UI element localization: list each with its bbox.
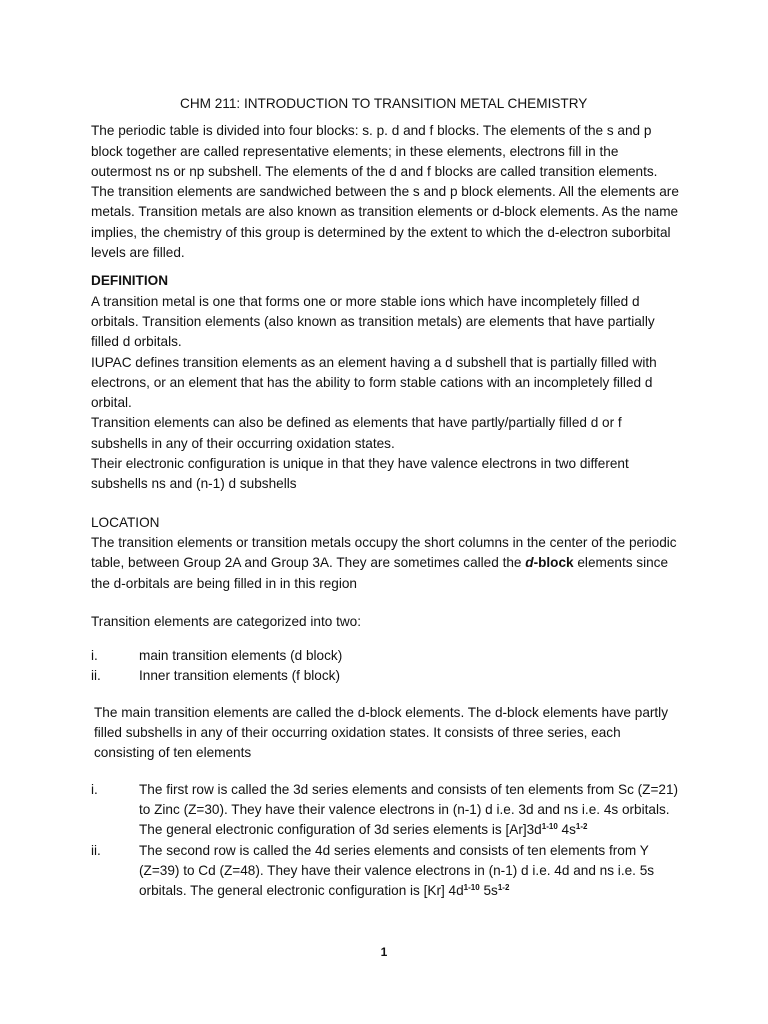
definition-paragraph-2: IUPAC defines transition elements as an element having a d subshell that is partially filled with electrons, or an element that has the ability to form stable cations with an incompletely filled d orbital.	[91, 354, 657, 411]
location-paragraph: The transition elements or transition metals occupy the short columns in the center of the periodic table, between Group 2A and Group 3A. They are sometimes called the d-block elements since the d-orbitals are being filled in in this region	[91, 534, 677, 591]
page-number: 1	[380, 945, 388, 959]
list-item-text: The first row is called the 3d series elements and consists of ten elements from Sc (Z=21) to Zinc (Z=30). They have their valence electrons in (n-1) d i.e. 3d and ns i.e. 4s orbitals. The general electronic configuration of 3d series elements is $[Ar]3d^{1-10}$ $4s^{1-2}$	[139, 781, 679, 838]
list-item	[91, 780, 681, 841]
d-block-emphasis: d	[525, 555, 534, 571]
document-title: CHM 211: INTRODUCTION TO TRANSITION METAL CHEMISTRY	[180, 96, 588, 111]
definition-heading: DEFINITION	[91, 273, 169, 289]
definition-paragraph-4: Their electronic configuration is unique in that they have valence electrons in two different subshells ns and (n-1) d subshells	[91, 456, 629, 492]
list-item-number: ii.	[91, 668, 101, 684]
list-item	[91, 666, 681, 686]
definition-paragraph-1: A transition metal is one that forms one or more stable ions which have incompletely filled d orbitals. Transition elements (also known as transition metals) are elements that have partially filled d orbitals.	[91, 293, 655, 350]
list-item-text: main transition elements (d block)	[139, 648, 343, 664]
categories-intro: Transition elements are categorized into two:	[91, 613, 361, 629]
categories-list	[91, 646, 681, 687]
list-item-text: Inner transition elements (f block)	[139, 668, 340, 684]
document-page	[91, 94, 681, 901]
definition-paragraph-3: Transition elements can also be defined as elements that have partly/partially filled d or f subshells in any of their occurring oxidation states.	[91, 415, 622, 451]
location-section	[91, 513, 681, 594]
list-item	[91, 646, 681, 666]
location-heading: LOCATION	[91, 514, 160, 530]
series-list	[91, 780, 681, 902]
list-item-number: i.	[91, 781, 98, 797]
list-item-number: ii.	[91, 842, 101, 858]
list-item	[91, 841, 681, 902]
list-item-text: The second row is called the 4d series elements and consists of ten elements from Y (Z=39) to Cd (Z=48). They have their valence electrons in (n-1) d i.e. 4d and ns i.e. 5s orbitals. The general electronic configuration is [Kr] $4d^{1-10}$ $5s^{1-2}$	[139, 842, 655, 899]
main-transition-paragraph: The main transition elements are called the d-block elements. The d-block elements have partly filled subshells in any of their occurring oxidation states. It consists of three series, each consisting of ten elements	[94, 704, 668, 761]
intro-paragraph: The periodic table is divided into four blocks: s. p. d and f blocks. The elements of the s and p block together are called representative elements; in these elements, electrons fill in the outermost ns or np subshell. The elements of the d and f blocks are called transition elements. The transition elements are sandwiched between the s and p block elements. All the elements are metals. Transition metals are also known as transition elements or d-block elements. As the name implies, the chemistry of this group is determined by the extent to which the d-electron suborbital levels are filled.	[91, 123, 679, 261]
list-item-number: i.	[91, 648, 98, 664]
definition-section	[91, 271, 681, 494]
